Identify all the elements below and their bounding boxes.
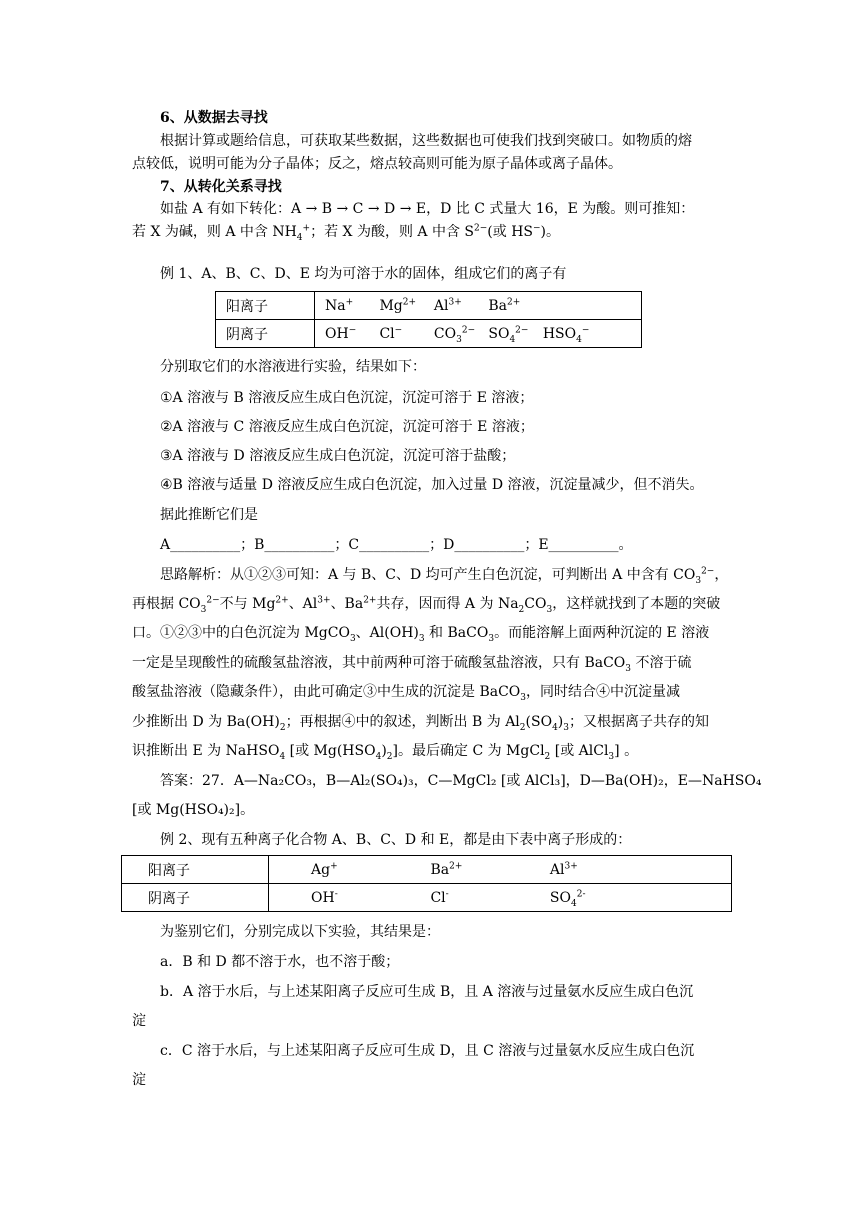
analysis-line-2: 再根据 $CO_3^{2-}$不与 $Mg^{2+}$、$Al^{3+}$、$Ba^{2+}$共存，因而得 A 为 $Na_2CO_3$，这样就找到了本题的突破 [132,595,721,615]
answer-line-2: [或 Mg(HSO₄)₂]。 [132,802,255,818]
example-1-ion-table [215,291,642,348]
analysis-line-5: 酸氢盐溶液（隐藏条件），由此可确定③中生成的沉淀是 BaCO$_3$，同时结合④中沉淀量减 [132,684,681,703]
cation-label: 阳离子 [122,856,269,884]
example-2-item-c-line-1: c．C 溶于水后，与上述某阳离子反应可生成 D，且 C 溶液与过量氨水反应生成白色沉 [160,1043,695,1059]
example-2-item-b-line-1: b．A 溶于水后，与上述某阳离子反应可生成 B，且 A 溶液与过量氨水反应生成白色沉 [160,984,694,1000]
example-1-blanks: A__________；B__________；C__________；D__________；E__________。 [160,537,633,553]
section-6-paragraph-line-1: 根据计算或题给信息，可获取某些数据，这些数据也可使我们找到突破口。如物质的熔 [160,133,692,149]
example-1-infer: 据此推断它们是 [160,507,258,523]
anion-label: 阴离子 [216,320,315,348]
anion-list: OH− Cl− $CO_3^{2-}$ $SO_4^{2-}$ $HSO_4^-$ [315,320,642,348]
cation-list: Ag+ $Ba^{2+}$ $Al^{3+}$ [269,856,732,884]
section-7-title: 7、从转化关系寻找 [160,179,282,195]
table-row [216,320,642,348]
example-1-item-2: ②A 溶液与 C 溶液反应生成白色沉淀，沉淀可溶于 E 溶液； [160,419,534,435]
table-row [122,884,732,912]
example-2-after-table: 为鉴别它们，分别完成以下实验，其结果是： [160,924,440,940]
example-2-ion-table [121,855,732,912]
cation-list: Na+ $Mg^{2+}$ $Al^{3+}$ $Ba^{2+}$ [315,292,642,320]
cation-label: 阳离子 [216,292,315,320]
section-6-title: 6、从数据去寻找 [160,110,268,126]
analysis-line-1: 思路解析：从①②③可知：A 与 B、C、D 均可产生白色沉淀，可判断出 A 中含有 $CO_3^{2-}$， [160,566,729,586]
section-7-paragraph-line-1: 如盐 A 有如下转化：A → B → C → D → E，D 比 C 式量大 16，E 为酸。则可推知： [160,201,695,217]
analysis-line-3: 口。①②③中的白色沉淀为 MgCO$_3$、$Al(OH)_3$ 和 BaCO$_3$。而能溶解上面两种沉淀的 E 溶液 [132,625,710,644]
example-2-item-b-line-2: 淀 [132,1013,146,1029]
example-1-item-1: ①A 溶液与 B 溶液反应生成白色沉淀，沉淀可溶于 E 溶液； [160,390,534,406]
anion-list: OH- Cl- $SO_4^{2-}$ [269,884,732,912]
answer-line-1: 答案：27．A—Na₂CO₃，B—Al₂(SO₄)₃，C—MgCl₂ [或 AlCl₃]，D—Ba(OH)₂，E—NaHSO₄ [160,773,762,789]
section-7-paragraph-line-2: 若 X 为碱，则 A 中含 $NH_4^+$；若 X 为酸，则 A 中含 $S^{2-}$(或 HS−)。 [132,223,561,243]
analysis-line-7: 识推断出 E 为 NaHSO$_4$ [或 $Mg(HSO_4)_2$]。最后确定 C 为 MgCl$_2$ [或 AlCl$_3$] 。 [132,743,639,762]
example-1-item-4: ④B 溶液与适量 D 溶液反应生成白色沉淀，加入过量 D 溶液，沉淀量减少，但不消失。 [160,477,704,493]
example-2-item-a: a．B 和 D 都不溶于水，也不溶于酸； [160,954,400,970]
example-1-item-3: ③A 溶液与 D 溶液反应生成白色沉淀，沉淀可溶于盐酸； [160,448,516,464]
analysis-line-4: 一定是呈现酸性的硫酸氢盐溶液，其中前两种可溶于硫酸氢盐溶液，只有 BaCO$_3$ 不溶于硫 [132,655,692,674]
anion-label: 阴离子 [122,884,269,912]
example-1-after-table: 分别取它们的水溶液进行实验，结果如下： [160,359,426,375]
table-row [216,292,642,320]
example-2-item-c-line-2: 淀 [132,1072,146,1088]
analysis-line-6: 少推断出 D 为 $Ba(OH)_2$；再根据④中的叙述，判断出 B 为 $Al_2(SO_4)_3$；又根据离子共存的知 [132,714,709,733]
table-row [122,856,732,884]
example-2-intro: 例 2、现有五种离子化合物 A、B、C、D 和 E，都是由下表中离子形成的： [160,832,632,848]
section-6-paragraph-line-2: 点较低，说明可能为分子晶体；反之，熔点较高则可能为原子晶体或离子晶体。 [132,156,622,172]
example-1-intro: 例 1、A、B、C、D、E 均为可溶于水的固体，组成它们的离子有 [160,266,567,282]
